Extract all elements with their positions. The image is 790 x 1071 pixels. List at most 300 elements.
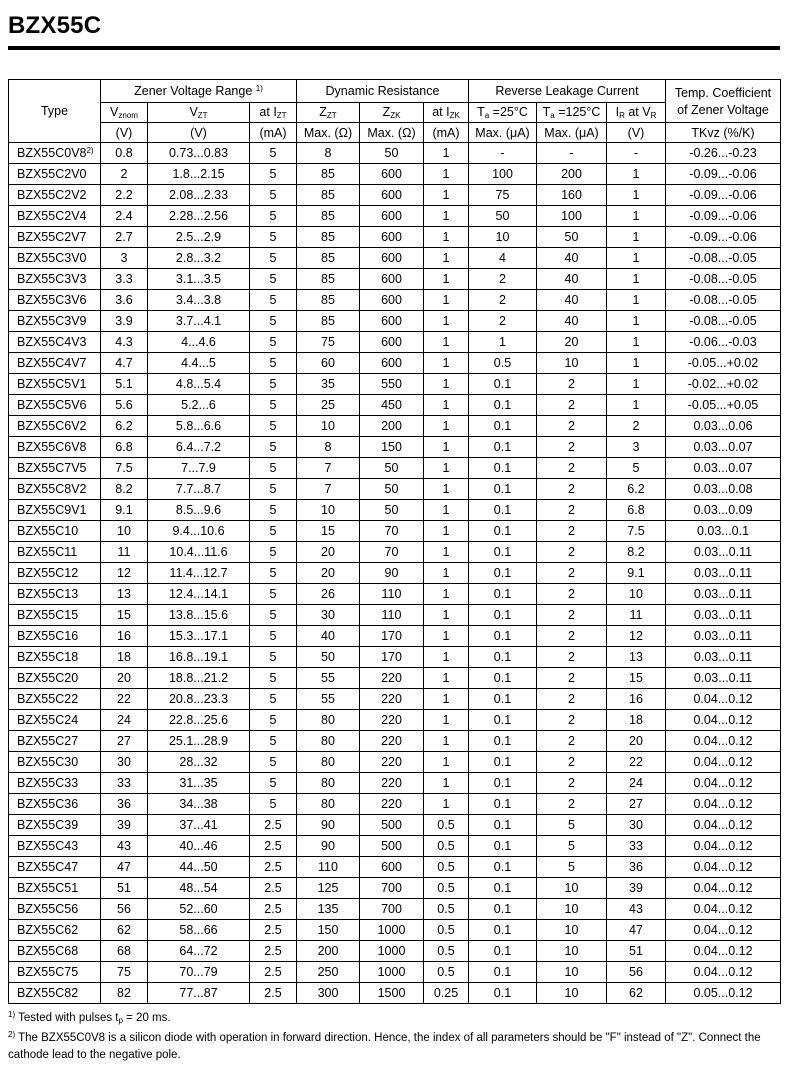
cell-zzk: 700: [360, 899, 424, 920]
cell-ir-125c: 2: [537, 458, 607, 479]
cell-type: BZX55C4V3: [9, 332, 101, 353]
cell-vzt-range: 9.4...10.6: [148, 521, 250, 542]
cell-izk: 0.5: [424, 836, 469, 857]
cell-ir-25c: 0.1: [469, 899, 537, 920]
cell-vr: 56: [607, 962, 666, 983]
cell-vznom: 33: [101, 773, 148, 794]
cell-zzk: 170: [360, 626, 424, 647]
cell-type: BZX55C2V4: [9, 206, 101, 227]
cell-tkvz: 0.04...0.12: [666, 899, 781, 920]
cell-vznom: 51: [101, 878, 148, 899]
cell-vzt-range: 77...87: [148, 983, 250, 1004]
cell-izk: 1: [424, 794, 469, 815]
cell-type: BZX55C10: [9, 521, 101, 542]
cell-ir-125c: 10: [537, 353, 607, 374]
cell-vzt-range: 40...46: [148, 836, 250, 857]
cell-zzk: 600: [360, 290, 424, 311]
cell-vzt-range: 70...79: [148, 962, 250, 983]
cell-zzk: 50: [360, 500, 424, 521]
cell-vr: 1: [607, 164, 666, 185]
cell-type: BZX55C3V0: [9, 248, 101, 269]
cell-vzt-range: 4.4...5: [148, 353, 250, 374]
footnote-ref: 2): [86, 146, 94, 155]
cell-vr: 1: [607, 395, 666, 416]
cell-izk: 1: [424, 248, 469, 269]
cell-vzt-range: 31...35: [148, 773, 250, 794]
cell-tkvz: -0.02...+0.02: [666, 374, 781, 395]
cell-vznom: 3.6: [101, 290, 148, 311]
cell-zzk: 600: [360, 857, 424, 878]
cell-vznom: 2.7: [101, 227, 148, 248]
cell-ir-25c: -: [469, 143, 537, 164]
cell-ir-125c: 2: [537, 710, 607, 731]
cell-zzt: 30: [297, 605, 360, 626]
cell-vzt-range: 4...4.6: [148, 332, 250, 353]
cell-vznom: 18: [101, 647, 148, 668]
cell-zzk: 220: [360, 668, 424, 689]
cell-vznom: 3: [101, 248, 148, 269]
cell-vznom: 4.3: [101, 332, 148, 353]
cell-zzt: 80: [297, 752, 360, 773]
table-row: [9, 731, 781, 752]
cell-ir-125c: 2: [537, 626, 607, 647]
cell-vzt-range: 10.4...11.6: [148, 542, 250, 563]
table-row: [9, 542, 781, 563]
cell-ir-25c: 0.1: [469, 857, 537, 878]
table-row: [9, 227, 781, 248]
cell-zzt: 20: [297, 563, 360, 584]
cell-zzt: 85: [297, 206, 360, 227]
cell-ir-125c: 2: [537, 542, 607, 563]
table-row: [9, 311, 781, 332]
cell-vr: 1: [607, 290, 666, 311]
vzt-header: $V_{ZT}$: [148, 103, 250, 123]
cell-izk: 0.5: [424, 857, 469, 878]
cell-vzt-range: 8.5...9.6: [148, 500, 250, 521]
cell-ir-125c: 10: [537, 941, 607, 962]
cell-vr: 6.8: [607, 500, 666, 521]
cell-ir-125c: 100: [537, 206, 607, 227]
cell-zzk: 500: [360, 815, 424, 836]
cell-zzk: 600: [360, 227, 424, 248]
cell-izt: 5: [250, 605, 297, 626]
cell-tkvz: 0.04...0.12: [666, 815, 781, 836]
cell-ir-125c: 2: [537, 794, 607, 815]
reverse-leakage-group-header: Reverse Leakage Current: [469, 80, 666, 103]
cell-ir-125c: 200: [537, 164, 607, 185]
cell-type: BZX55C43: [9, 836, 101, 857]
vznom-header: $V_{znom}$: [101, 103, 148, 123]
type-header: Type: [9, 80, 101, 143]
cell-tkvz: 0.03...0.11: [666, 584, 781, 605]
cell-vzt-range: 7...7.9: [148, 458, 250, 479]
cell-zzk: 600: [360, 206, 424, 227]
cell-izt: 5: [250, 647, 297, 668]
zener-voltage-group-header: Zener Voltage Range $^{1)}$: [101, 80, 297, 103]
cell-izk: 0.5: [424, 920, 469, 941]
cell-ir-25c: 0.1: [469, 626, 537, 647]
cell-tkvz: -0.09...-0.06: [666, 206, 781, 227]
cell-zzt: 40: [297, 626, 360, 647]
cell-type: BZX55C68: [9, 941, 101, 962]
cell-tkvz: 0.03...0.11: [666, 668, 781, 689]
cell-vzt-range: 52...60: [148, 899, 250, 920]
cell-type: BZX55C56: [9, 899, 101, 920]
cell-ir-25c: 0.1: [469, 374, 537, 395]
cell-izk: 1: [424, 269, 469, 290]
cell-zzk: 90: [360, 563, 424, 584]
cell-zzk: 70: [360, 521, 424, 542]
cell-zzt: 50: [297, 647, 360, 668]
cell-izt: 5: [250, 185, 297, 206]
cell-vznom: 16: [101, 626, 148, 647]
cell-zzk: 220: [360, 731, 424, 752]
cell-zzt: 35: [297, 374, 360, 395]
ir-at-vr-header: $I_R$ at $V_R$: [607, 103, 666, 123]
cell-ir-125c: 2: [537, 416, 607, 437]
cell-zzt: 55: [297, 668, 360, 689]
cell-izt: 5: [250, 206, 297, 227]
cell-type: BZX55C11: [9, 542, 101, 563]
cell-ir-125c: 2: [537, 605, 607, 626]
cell-tkvz: 0.04...0.12: [666, 836, 781, 857]
cell-type: BZX55C75: [9, 962, 101, 983]
unit-ir25: Max. (μA): [469, 123, 537, 143]
cell-vzt-range: 3.7...4.1: [148, 311, 250, 332]
cell-vznom: 30: [101, 752, 148, 773]
table-row: [9, 164, 781, 185]
cell-tkvz: 0.04...0.12: [666, 689, 781, 710]
cell-ir-125c: 2: [537, 668, 607, 689]
title-rule: [8, 46, 780, 50]
cell-type: BZX55C13: [9, 584, 101, 605]
cell-izk: 0.5: [424, 815, 469, 836]
cell-vr: 1: [607, 206, 666, 227]
cell-type: BZX55C6V8: [9, 437, 101, 458]
cell-tkvz: 0.03...0.11: [666, 542, 781, 563]
cell-vr: 1: [607, 374, 666, 395]
cell-vr: 24: [607, 773, 666, 794]
cell-vzt-range: 2.28...2.56: [148, 206, 250, 227]
cell-type: BZX55C47: [9, 857, 101, 878]
cell-tkvz: 0.04...0.12: [666, 878, 781, 899]
cell-izt: 2.5: [250, 899, 297, 920]
cell-izk: 1: [424, 689, 469, 710]
cell-vzt-range: 7.7...8.7: [148, 479, 250, 500]
cell-ir-25c: 0.1: [469, 878, 537, 899]
cell-izt: 5: [250, 668, 297, 689]
cell-type: BZX55C16: [9, 626, 101, 647]
cell-tkvz: 0.03...0.11: [666, 626, 781, 647]
cell-vr: 16: [607, 689, 666, 710]
cell-ir-25c: 0.1: [469, 521, 537, 542]
cell-zzt: 80: [297, 794, 360, 815]
cell-zzt: 25: [297, 395, 360, 416]
cell-vr: 1: [607, 248, 666, 269]
cell-zzt: 8: [297, 437, 360, 458]
cell-ir-125c: 2: [537, 437, 607, 458]
cell-vznom: 10: [101, 521, 148, 542]
cell-ir-25c: 2: [469, 311, 537, 332]
cell-zzk: 600: [360, 353, 424, 374]
cell-vznom: 3.9: [101, 311, 148, 332]
cell-zzk: 70: [360, 542, 424, 563]
cell-tkvz: 0.03...0.1: [666, 521, 781, 542]
cell-type: BZX55C4V7: [9, 353, 101, 374]
cell-zzk: 110: [360, 605, 424, 626]
table-row: [9, 836, 781, 857]
cell-type: BZX55C6V2: [9, 416, 101, 437]
cell-vznom: 7.5: [101, 458, 148, 479]
cell-vzt-range: 37...41: [148, 815, 250, 836]
cell-izt: 2.5: [250, 920, 297, 941]
cell-type: BZX55C15: [9, 605, 101, 626]
cell-izk: 1: [424, 227, 469, 248]
cell-vzt-range: 28...32: [148, 752, 250, 773]
cell-ir-125c: 40: [537, 269, 607, 290]
cell-tkvz: -0.08...-0.05: [666, 311, 781, 332]
cell-vzt-range: 2.5...2.9: [148, 227, 250, 248]
cell-zzk: 500: [360, 836, 424, 857]
cell-izt: 2.5: [250, 878, 297, 899]
cell-vr: 11: [607, 605, 666, 626]
cell-ir-125c: 2: [537, 563, 607, 584]
cell-zzt: 10: [297, 500, 360, 521]
cell-tkvz: 0.04...0.12: [666, 773, 781, 794]
table-row: [9, 752, 781, 773]
cell-vznom: 62: [101, 920, 148, 941]
cell-ir-25c: 0.1: [469, 542, 537, 563]
cell-vr: 1: [607, 311, 666, 332]
cell-tkvz: -0.26...-0.23: [666, 143, 781, 164]
cell-izt: 5: [250, 374, 297, 395]
unit-vzt: (V): [148, 123, 250, 143]
cell-vr: 22: [607, 752, 666, 773]
cell-vzt-range: 3.1...3.5: [148, 269, 250, 290]
cell-vzt-range: 18.8...21.2: [148, 668, 250, 689]
cell-tkvz: 0.04...0.12: [666, 857, 781, 878]
cell-vznom: 24: [101, 710, 148, 731]
cell-vr: 15: [607, 668, 666, 689]
cell-vznom: 5.6: [101, 395, 148, 416]
cell-izk: 1: [424, 710, 469, 731]
cell-type: BZX55C2V0: [9, 164, 101, 185]
cell-izt: 5: [250, 458, 297, 479]
table-row: [9, 941, 781, 962]
table-row: [9, 374, 781, 395]
cell-vr: 43: [607, 899, 666, 920]
cell-izk: 0.5: [424, 962, 469, 983]
cell-type: BZX55C5V6: [9, 395, 101, 416]
cell-izt: 2.5: [250, 983, 297, 1004]
cell-vznom: 47: [101, 857, 148, 878]
cell-vznom: 27: [101, 731, 148, 752]
cell-ir-25c: 2: [469, 269, 537, 290]
cell-vznom: 2.4: [101, 206, 148, 227]
cell-zzk: 1000: [360, 920, 424, 941]
cell-izk: 1: [424, 647, 469, 668]
cell-vr: 1: [607, 332, 666, 353]
cell-zzk: 600: [360, 332, 424, 353]
table-row: [9, 206, 781, 227]
table-row: [9, 605, 781, 626]
cell-zzt: 300: [297, 983, 360, 1004]
temp-coefficient-group-header: Temp. Coefficient of Zener Voltage: [666, 80, 781, 123]
cell-ir-125c: 2: [537, 374, 607, 395]
cell-type: BZX55C82: [9, 983, 101, 1004]
cell-type: BZX55C3V9: [9, 311, 101, 332]
cell-izk: 1: [424, 206, 469, 227]
unit-izt: (mA): [250, 123, 297, 143]
cell-ir-25c: 100: [469, 164, 537, 185]
cell-zzk: 170: [360, 647, 424, 668]
cell-vr: 62: [607, 983, 666, 1004]
table-row: [9, 500, 781, 521]
cell-vzt-range: 15.3...17.1: [148, 626, 250, 647]
cell-ir-25c: 4: [469, 248, 537, 269]
cell-type: BZX55C3V6: [9, 290, 101, 311]
cell-ir-25c: 0.1: [469, 437, 537, 458]
cell-tkvz: 0.04...0.12: [666, 731, 781, 752]
cell-ir-125c: 50: [537, 227, 607, 248]
page-title: BZX55C: [8, 12, 102, 39]
cell-vr: 8.2: [607, 542, 666, 563]
cell-izt: 5: [250, 563, 297, 584]
cell-vzt-range: 0.73...0.83: [148, 143, 250, 164]
cell-ir-25c: 0.1: [469, 584, 537, 605]
cell-tkvz: 0.04...0.12: [666, 794, 781, 815]
cell-ir-25c: 0.1: [469, 647, 537, 668]
cell-ir-125c: 40: [537, 311, 607, 332]
zzt-header: $Z_{ZT}$: [297, 103, 360, 123]
cell-ir-125c: 2: [537, 773, 607, 794]
cell-ir-25c: 0.1: [469, 836, 537, 857]
cell-zzt: 15: [297, 521, 360, 542]
cell-vr: 2: [607, 416, 666, 437]
cell-izt: 5: [250, 353, 297, 374]
cell-ir-25c: 0.1: [469, 416, 537, 437]
cell-zzt: 85: [297, 290, 360, 311]
cell-vzt-range: 13.8...15.6: [148, 605, 250, 626]
cell-vzt-range: 16.8...19.1: [148, 647, 250, 668]
cell-ir-25c: 0.1: [469, 962, 537, 983]
cell-vzt-range: 25.1...28.9: [148, 731, 250, 752]
cell-vznom: 6.8: [101, 437, 148, 458]
cell-zzt: 20: [297, 542, 360, 563]
cell-ir-25c: 1: [469, 332, 537, 353]
table-row: [9, 962, 781, 983]
cell-izk: 1: [424, 290, 469, 311]
cell-ir-25c: 10: [469, 227, 537, 248]
cell-ir-25c: 0.1: [469, 479, 537, 500]
dynamic-resistance-group-header: Dynamic Resistance: [297, 80, 469, 103]
cell-ir-125c: 10: [537, 899, 607, 920]
cell-izt: 5: [250, 416, 297, 437]
unit-tk: TKvz (%/K): [666, 123, 781, 143]
cell-ir-125c: 40: [537, 248, 607, 269]
cell-izk: 0.5: [424, 878, 469, 899]
cell-zzt: 150: [297, 920, 360, 941]
cell-vzt-range: 6.4...7.2: [148, 437, 250, 458]
cell-zzt: 85: [297, 227, 360, 248]
cell-vzt-range: 5.8...6.6: [148, 416, 250, 437]
cell-vr: 30: [607, 815, 666, 836]
table-row: [9, 668, 781, 689]
cell-zzk: 1500: [360, 983, 424, 1004]
cell-izk: 1: [424, 437, 469, 458]
ta125-header: $T_a =125^\circ C$: [537, 103, 607, 123]
cell-izk: 1: [424, 185, 469, 206]
table-row: [9, 773, 781, 794]
cell-vznom: 2: [101, 164, 148, 185]
cell-type: BZX55C36: [9, 794, 101, 815]
cell-zzk: 600: [360, 164, 424, 185]
cell-type: BZX55C3V3: [9, 269, 101, 290]
table-row: [9, 458, 781, 479]
table-row: [9, 416, 781, 437]
cell-zzt: 80: [297, 710, 360, 731]
cell-izk: 1: [424, 542, 469, 563]
cell-zzt: 80: [297, 731, 360, 752]
cell-ir-125c: 10: [537, 983, 607, 1004]
cell-vr: 13: [607, 647, 666, 668]
cell-izt: 5: [250, 500, 297, 521]
cell-zzk: 220: [360, 773, 424, 794]
cell-izt: 5: [250, 290, 297, 311]
unit-zzk: Max. (Ω): [360, 123, 424, 143]
cell-tkvz: -0.09...-0.06: [666, 164, 781, 185]
cell-tkvz: 0.04...0.12: [666, 941, 781, 962]
unit-izk: (mA): [424, 123, 469, 143]
at-izt-header: at $I_{ZT}$: [250, 103, 297, 123]
cell-ir-25c: 0.1: [469, 668, 537, 689]
cell-type: BZX55C8V2: [9, 479, 101, 500]
cell-zzt: 85: [297, 311, 360, 332]
cell-ir-125c: 160: [537, 185, 607, 206]
cell-vzt-range: 22.8...25.6: [148, 710, 250, 731]
unit-vr: (V): [607, 123, 666, 143]
cell-ir-25c: 0.1: [469, 815, 537, 836]
cell-zzk: 600: [360, 248, 424, 269]
cell-izk: 1: [424, 773, 469, 794]
table-row: [9, 584, 781, 605]
cell-ir-125c: 2: [537, 584, 607, 605]
cell-vr: 27: [607, 794, 666, 815]
cell-vznom: 13: [101, 584, 148, 605]
cell-izk: 0.5: [424, 941, 469, 962]
cell-vznom: 8.2: [101, 479, 148, 500]
cell-zzt: 250: [297, 962, 360, 983]
table-row: [9, 143, 781, 164]
cell-zzt: 8: [297, 143, 360, 164]
table-row: [9, 248, 781, 269]
cell-type: BZX55C9V1: [9, 500, 101, 521]
cell-type: BZX55C22: [9, 689, 101, 710]
cell-izk: 1: [424, 395, 469, 416]
cell-izk: 1: [424, 584, 469, 605]
cell-izt: 5: [250, 689, 297, 710]
table-row: [9, 563, 781, 584]
cell-vznom: 22: [101, 689, 148, 710]
table-row: [9, 626, 781, 647]
cell-izk: 0.25: [424, 983, 469, 1004]
cell-zzt: 26: [297, 584, 360, 605]
cell-ir-125c: 5: [537, 836, 607, 857]
cell-zzk: 220: [360, 689, 424, 710]
cell-type: BZX55C51: [9, 878, 101, 899]
table-row: [9, 353, 781, 374]
cell-ir-25c: 0.1: [469, 500, 537, 521]
